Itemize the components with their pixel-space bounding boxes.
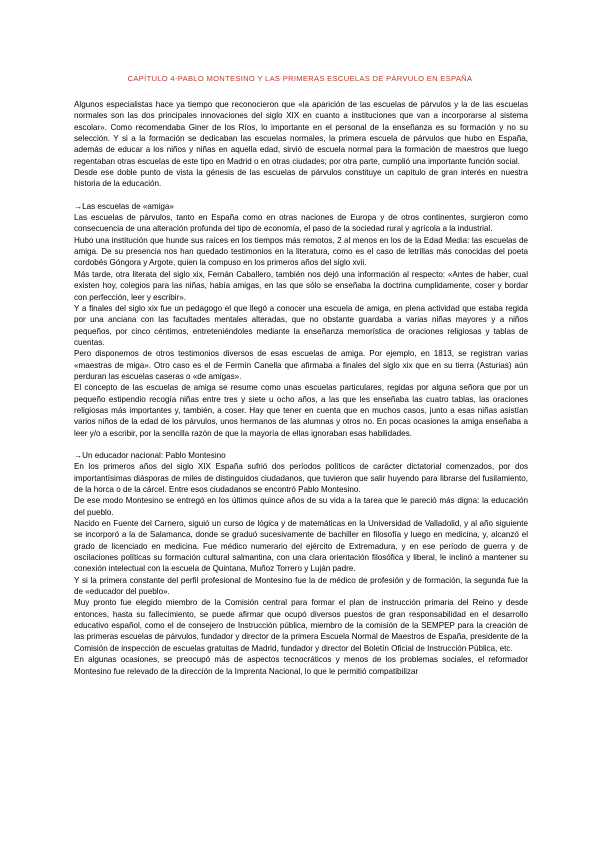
paragraph: De ese modo Montesino se entregó en los últimos quince años de su vida a la tarea que le pareció más digna: la educación del pueblo. bbox=[74, 496, 528, 517]
paragraph-gap bbox=[74, 439, 528, 450]
paragraph: Desde ese doble punto de vista la génesis de las escuelas de párvulos constituye un capítulo de gran interés en nuestra historia de la educación. bbox=[74, 168, 528, 189]
paragraph: En algunas ocasiones, se preocupó más de aspectos tecnocráticos y menos de los problemas sociales, el reformador Montesino fue relevado de la dirección de la Imprenta Nacional, lo que le permitió compatibilizar bbox=[74, 655, 528, 676]
chapter-title: CAPÍTULO 4-PABLO MONTESINO Y LAS PRIMERAS ESCUELAS DE PÁRVULO EN ESPAÑA bbox=[127, 74, 473, 83]
section-heading-amiga: →Las escuelas de «amiga» bbox=[74, 201, 174, 211]
paragraph: Pero disponemos de otros testimonios diversos de esas escuelas de amiga. Por ejemplo, en 1813, se registran varias «maestras de miga». Otro caso es el de Fermín Canella que afirmaba a finales del siglo xix que en su tierra (Asturias) aún perduran las escuelas caseras o «de amigas». bbox=[74, 349, 528, 381]
paragraph: El concepto de las escuelas de amiga se resume como unas escuelas particulares, regidas por alguna señora que por un pequeño estipendio recogía niñas entre tres y siete u ocho años, a las que les enseñaba las cuatro tablas, las oraciones religiosas más importantes y, también, a coser. Hay que tener en cuenta que en muchos casos, junto a esas niñas asistían varios niños de la edad de los párvulos, unos hermanos de las alumnas y otros no. En pocas ocasiones la amiga enseñaba a leer y/o a escribir, por la sencilla razón de que la mayoría de ellas ignoraban esas habilidades. bbox=[74, 383, 528, 438]
paragraph: Algunos especialistas hace ya tiempo que reconocieron que «la aparición de las escuelas de párvulos y la de las escuelas normales son las dos principales innovaciones del siglo XIX en cuanto a instituciones que van a incorporarse al sistema escolar». Como recomendaba Giner de los Ríos, lo importante en el personal de la enseñanza es su formación y no su selección. Y si a la formación se dedicaban las escuelas normales, la primera escuela de párvulos que hubo en España, además de educar a los niños y niñas en aquella edad, sirvió de escuela normal para la formación de maestros que luego regentaban otras escuelas de este tipo en Madrid o en otras ciudades; por otra parte, cumplió una importante función social. bbox=[74, 100, 528, 166]
paragraph: Muy pronto fue elegido miembro de la Comisión central para formar el plan de instrucción primaria del Reino y desde entonces, hasta su fallecimiento, se puede afirmar que ocupó diversos puestos de gran responsabilidad en el desarrollo educativo español, como el de consejero de Instrucción pública, miembro de la comisión de la SEMPEP para la creación de las primeras escuelas de párvulos, fundador y director de la primera Escuela Normal de Maestros de España, presidente de la Comisión de inspección de escuelas gratuitas de Madrid, fundador y director del Boletín Oficial de Instrucción Pública, etc. bbox=[74, 598, 528, 653]
section-heading-montesino: →Un educador nacional: Pablo Montesino bbox=[74, 450, 226, 460]
document-body bbox=[74, 99, 528, 677]
paragraph: Y si la primera constante del perfil profesional de Montesino fue la de médico de profesión y de formación, la segunda fue la de «educador del pueblo». bbox=[74, 575, 528, 597]
paragraph: Nacido en Fuente del Carnero, siguió un curso de lógica y de matemáticas en la Universidad de Valladolid, y al año siguiente se incorporó a la de Salamanca, donde se graduó sucesivamente de bachiller en filosofía y luego en medicina, y, alcanzó el grado de licenciado en medicina. Fue médico numerario del ejército de Extremadura, y en ese período de guerra y de oscilaciones políticas su formación cultural salmantina, con una clara orientación filosófica y liberal, le inclinó a mantener su conexión intelectual con la escuela de Quintana, Muñoz Torrero y Luján padre. bbox=[74, 519, 528, 574]
paragraph: Y a finales del siglo xix fue un pedagogo el que llegó a conocer una escuela de amiga, en plena actividad que estaba regida por una anciana con las facultades mentales alteradas, que no obstante guardaba a varias niñas mayores y a niños pequeños, por cinco céntimos, entreteniéndoles mediante la enseñanza memorística de oraciones religiosas y tablas de cuentas. bbox=[74, 303, 528, 347]
paragraph: Más tarde, otra literata del siglo xix, Fernán Caballero, también nos dejó una información al respecto: «Antes de haber, cual existen hoy, colegios para las niñas, había amigas, en las que sólo se enseñaba la doctrina cumplidamente, coser y bordar con perfección, leer y escribir». bbox=[74, 269, 528, 302]
paragraph: Hubo una institución que hunde sus raíces en los tiempos más remotos, 2 al menos en los de la Edad Media: las escuelas de amiga. De su presencia nos han quedado testimonios en la literatura, como es el caso de letrillas más conocidas del poeta cordobés Góngora y Argote, quien la compuso en los primeros años del siglo xvii. bbox=[74, 235, 528, 268]
paragraph: En los primeros años del siglo XIX España sufrió dos períodos políticos de carácter dictatorial comenzados, por dos importantísimas diásporas de miles de distinguidos ciudadanos, que tuvieron que salir huyendo para librarse del fusilamiento, de la horca o de la cárcel. Entre esos ciudadanos se encontró Pablo Montesino. bbox=[74, 462, 528, 494]
paragraph: Las escuelas de párvulos, tanto en España como en otras naciones de Europa y de otros continentes, surgieron como consecuencia de una alteración profunda del tipo de economía, el paso de la sociedad rural y agrícola a la industrial. bbox=[74, 213, 528, 234]
paragraph-gap bbox=[74, 190, 528, 201]
